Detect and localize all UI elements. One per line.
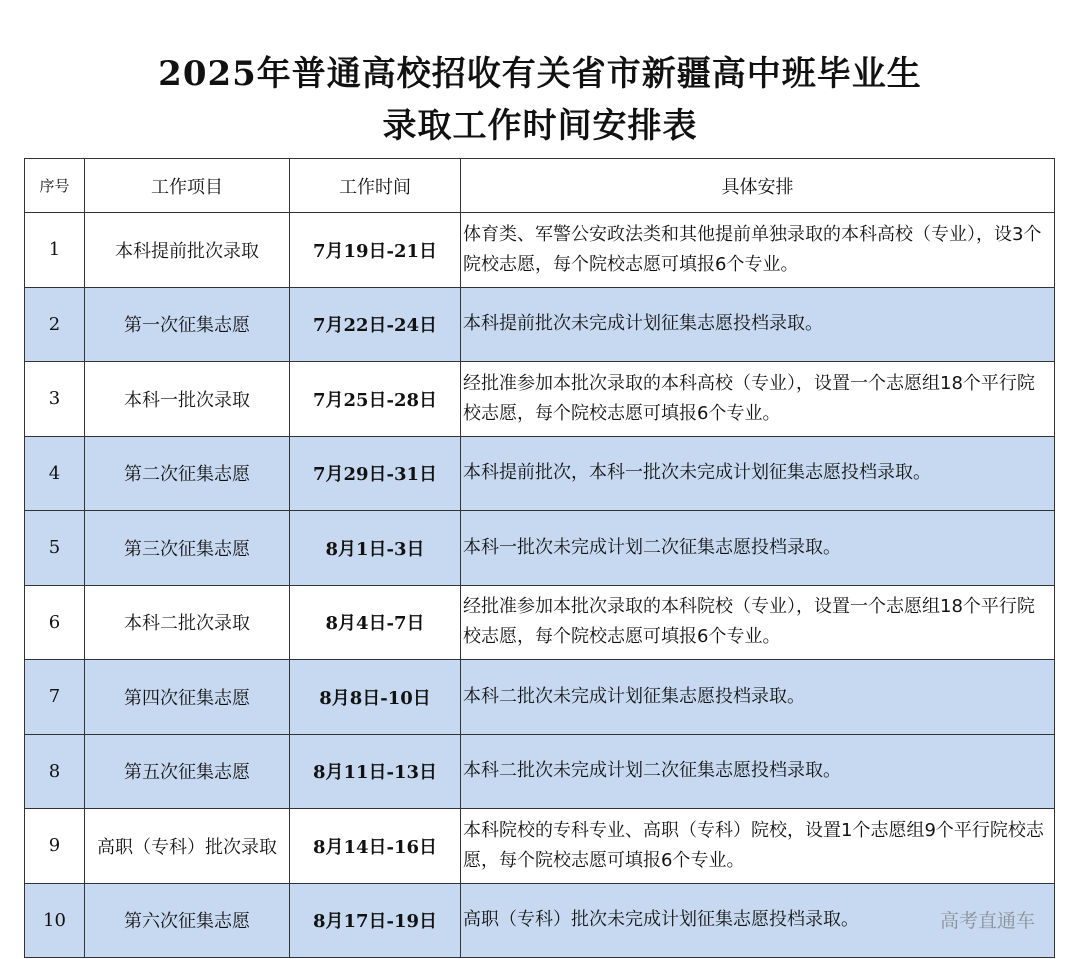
header-item: 工作项目 <box>85 159 290 213</box>
row-detail: 本科二批次未完成计划征集志愿投档录取。 <box>461 660 1055 735</box>
row-item: 第四次征集志愿 <box>85 660 290 735</box>
header-detail: 具体安排 <box>461 159 1055 213</box>
header-seq: 序号 <box>25 159 85 213</box>
table-header-row <box>25 159 1055 213</box>
row-time: 7月22日-24日 <box>290 287 461 362</box>
page-title: 2025年普通高校招收有关省市新疆高中班毕业生 <box>158 54 922 94</box>
table-row <box>25 287 1055 362</box>
row-detail: 经批准参加本批次录取的本科院校（专业），设置一个志愿组18个平行院校志愿，每个院校志愿可填报6个专业。 <box>461 585 1055 660</box>
row-detail: 本科提前批次，本科一批次未完成计划征集志愿投档录取。 <box>461 436 1055 511</box>
row-detail: 高职（专科）批次未完成计划征集志愿投档录取。 <box>461 883 1055 958</box>
row-item: 第三次征集志愿 <box>85 511 290 586</box>
page-subtitle: 录取工作时间安排表 <box>382 106 698 146</box>
row-detail: 本科提前批次未完成计划征集志愿投档录取。 <box>461 287 1055 362</box>
row-detail: 体育类、军警公安政法类和其他提前单独录取的本科高校（专业），设3个院校志愿，每个院校志愿可填报6个专业。 <box>461 213 1055 288</box>
table-row <box>25 883 1055 958</box>
row-item: 第二次征集志愿 <box>85 436 290 511</box>
table-row <box>25 809 1055 884</box>
table-row <box>25 511 1055 586</box>
row-time: 8月14日-16日 <box>290 809 461 884</box>
table-row <box>25 436 1055 511</box>
row-detail: 本科院校的专科专业、高职（专科）院校，设置1个志愿组9个平行院校志愿，每个院校志愿可填报6个专业。 <box>461 809 1055 884</box>
row-time: 7月25日-28日 <box>290 362 461 437</box>
row-item: 本科一批次录取 <box>85 362 290 437</box>
header-time: 工作时间 <box>290 159 461 213</box>
schedule-table <box>24 158 1055 958</box>
row-item: 第一次征集志愿 <box>85 287 290 362</box>
table-row <box>25 585 1055 660</box>
row-item: 高职（专科）批次录取 <box>85 809 290 884</box>
row-time: 7月19日-21日 <box>290 213 461 288</box>
table-row <box>25 734 1055 809</box>
row-item: 第六次征集志愿 <box>85 883 290 958</box>
row-number: 10 <box>25 883 85 958</box>
row-detail: 经批准参加本批次录取的本科高校（专业），设置一个志愿组18个平行院校志愿，每个院校志愿可填报6个专业。 <box>461 362 1055 437</box>
row-item: 第五次征集志愿 <box>85 734 290 809</box>
row-time: 8月11日-13日 <box>290 734 461 809</box>
row-number: 3 <box>25 362 85 437</box>
table-row <box>25 660 1055 735</box>
row-item: 本科二批次录取 <box>85 585 290 660</box>
row-number: 5 <box>25 511 85 586</box>
row-time: 7月29日-31日 <box>290 436 461 511</box>
row-detail: 本科二批次未完成计划二次征集志愿投档录取。 <box>461 734 1055 809</box>
row-number: 1 <box>25 213 85 288</box>
watermark: 高考直通车 <box>940 910 1036 932</box>
row-item: 本科提前批次录取 <box>85 213 290 288</box>
row-time: 8月17日-19日 <box>290 883 461 958</box>
row-number: 2 <box>25 287 85 362</box>
table-row <box>25 213 1055 288</box>
row-time: 8月1日-3日 <box>290 511 461 586</box>
row-number: 4 <box>25 436 85 511</box>
row-number: 8 <box>25 734 85 809</box>
row-detail: 本科一批次未完成计划二次征集志愿投档录取。 <box>461 511 1055 586</box>
row-number: 6 <box>25 585 85 660</box>
table-row <box>25 362 1055 437</box>
row-number: 9 <box>25 809 85 884</box>
row-time: 8月4日-7日 <box>290 585 461 660</box>
row-number: 7 <box>25 660 85 735</box>
row-time: 8月8日-10日 <box>290 660 461 735</box>
